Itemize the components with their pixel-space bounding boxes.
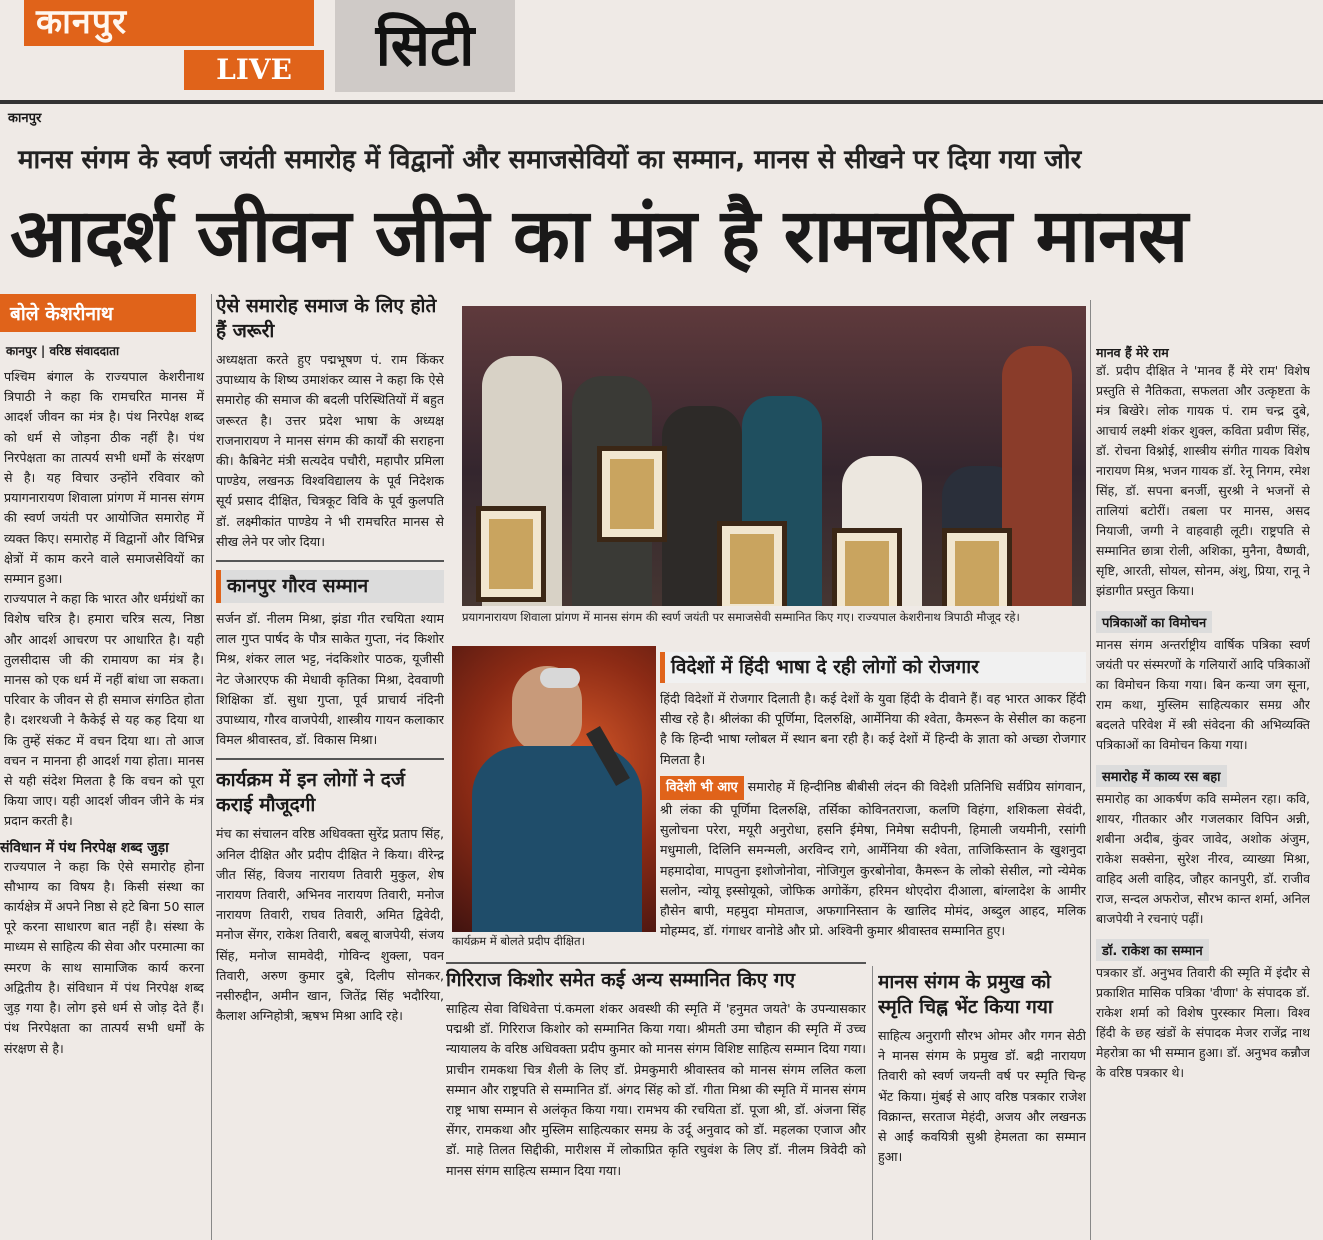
- manas-sangam-story: [878, 970, 1086, 1240]
- box-head-gaurav: कानपुर गौरव सम्मान: [216, 570, 444, 603]
- right-head-manav: मानव हैं मेरे राम: [1096, 345, 1169, 360]
- speaker-photo: [452, 646, 656, 932]
- brand-live: LIVE: [184, 50, 324, 90]
- right-head-patrika: पत्रिकाओं का विमोचन: [1096, 611, 1212, 633]
- photo-caption: प्रयागनारायण शिवाला प्रांगण में मानस संगम की स्वर्ण जयंती पर समाजसेवी सम्मानित किए गए। राज्यपाल केशरीनाथ त्रिपाठी मौजूद रहे।: [462, 610, 1020, 624]
- column-rule: [1090, 300, 1091, 1240]
- box-divider: [216, 758, 444, 760]
- right-body-kavya: समारोह का आकर्षण कवि सम्मेलन रहा। कवि, शायर, गीतकार और गजलकार विपिन अन्नी, शबीना अदीब, कुंवर जावेद, अशोक अंजुम, राकेश सक्सेना, सुरेश नीरव, व्याख्या मिश्रा, वाहिद अली वाहिद, जौहर कानपुरी, डॉ. राजीव राज, सन्दल अफरोज, सौरभ कान्त शर्मा, अनिल बाजपेयी ने रचनाएं पढ़ीं।: [1096, 791, 1310, 926]
- box-divider: [216, 560, 444, 562]
- city-tag: कानपुर: [8, 111, 42, 126]
- column-main-story: [0, 294, 208, 1240]
- giriraj-head: गिरिराज किशोर समेत कई अन्य सम्मानित किए गए: [446, 962, 866, 993]
- headline-kicker: मानस संगम के स्वर्ण जयंती समारोह में विद्वानों और समाजसेवियों का सम्मान, मानस से सीखने पर दिया गया जोर: [18, 145, 1082, 175]
- story-paragraph: पश्चिम बंगाल के राज्यपाल केशरीनाथ त्रिपाठी ने कहा कि रामचरित मानस में आदर्श जीवन का मंत्र है। पंथ निरपेक्ष शब्द को धर्म से जोड़ना ठीक नहीं है। पंथ निरपेक्षता का तात्पर्य सभी धर्मों के संरक्षण से है। यह विचार उन्होंने रविवार को प्रयागनारायण शिवाला प्रांगण में मानस संगम की स्वर्ण जयंती पर आयोजित समारोह में व्यक्त किए। समारोह में विद्वानों और विभिन्न क्षेत्रों में काम करने वाले समाजसेवियों का सम्मान हुआ।: [4, 369, 204, 587]
- abroad-tag: विदेशी भी आए: [660, 776, 744, 800]
- award-frame: [832, 528, 902, 606]
- masthead-divider: [0, 100, 1323, 104]
- column-right: [1096, 338, 1310, 1240]
- award-frame: [942, 528, 1012, 606]
- main-headline: आदर्श जीवन जीने का मंत्र है रामचरित मानस: [10, 193, 1188, 279]
- award-frame: [717, 521, 787, 606]
- byline: कानपुर | वरिष्ठ संवाददाता: [6, 344, 120, 358]
- story-paragraph: राज्यपाल ने कहा कि भारत और धर्मग्रंथों का विशेष चरित्र है। हमारा चरित्र सत्य, निष्ठा और आदर्श आचरण पर आधारित है। यही तुलसीदास जी की रामायण का मंत्र है। मानस को एक धर्म में नहीं बांधा जा सकता। परिवार के जीवन से ही समाज संगठित होता है। दशरथजी ने कैकेई से यह कह दिया था कि तुम्हें संकट में वचन दिया था। तो आज वचन न मानना ही आदर्श गया होता। मानस से यही संदेश मिलता है कि वचन को पूरा किया जाए। यही आदर्श जीवन जीने के मंत्र प्रदान करती है।: [4, 591, 204, 829]
- box-body-samaroh: अध्यक्षता करते हुए पद्मभूषण पं. राम किंकर उपाध्याय के शिष्य उमाशंकर व्यास ने कहा कि ऐसे समारोह की समाज की बदली परिस्थितियों में बहुत जरूरत है। उत्तर प्रदेश भाषा के अध्यक्ष राजनारायण ने मानस संगम की कार्यों की सराहना की। कैबिनेट मंत्री सत्यदेव पचौरी, महापौर प्रमिला पाण्डेय, लखनऊ विश्वविद्यालय के पूर्व निदेशक सूर्य प्रसाद दीक्षित, चित्रकूट विवि के पूर्व कुलपति डॉ. लक्ष्मीकांत पाण्डेय ने भी रामचरित मानस से सीख लेने पर जोर दिया।: [216, 352, 444, 549]
- box-body-gaurav: सर्जन डॉ. नीलम मिश्रा, झंडा गीत रचयिता श्याम लाल गुप्त पार्षद के पौत्र साकेत गुप्ता, नंद किशोर मिश्र, शंकर लाल भट्ट, नंदकिशोर पाठक, यूजीसी नेट जेआरएफ की मेधावी कृतिका मिश्रा, देववाणी शिक्षिका डॉ. सुधा गुप्ता, पूर्व प्राचार्य नंदिनी उपाध्याय, गौरव वाजपेयी, शास्त्रीय गायन कलाकार विमल श्रीवास्तव, डॉ. विकास मिश्रा।: [216, 611, 444, 748]
- story-subhead: संविधान में पंथ निरपेक्ष शब्द जुड़ा: [0, 839, 169, 856]
- right-head-rakesh: डॉ. राकेश का सम्मान: [1096, 939, 1209, 961]
- giriraj-story: [446, 962, 866, 1240]
- award-frame: [476, 506, 546, 602]
- abroad-foreign-guests: [660, 776, 1086, 942]
- box-head-samaroh: ऐसे समारोह समाज के लिए होते हैं जरूरी: [216, 295, 437, 342]
- right-body-manav: डॉ. प्रदीप दीक्षित ने 'मानव हैं मेरे राम' विशेष प्रस्तुति से नैतिकता, सफलता और उत्कृष्टता के मंत्र बिखेरे। लोक गायक पं. राम चन्द्र दुबे, आचार्य लक्ष्मी शंकर शुक्ल, कविता प्रवीण सिंह, डॉ. रोचना विश्नोई, शास्त्रीय संगीत गायक विशेष नारायण मिश्र, भजन गायक डॉ. रेनू निगम, रमेश सिंह, डॉ. सपना बनर्जी, सुरश्री ने भजनों से तालियां बटोरीं। तबला पर मानस, असद नियाजी, जग्गी ने वाहवाही लूटी। राष्ट्रपति से सम्मानित छात्रा रोली, अशिका, मुनैना, वैष्णवी, सृष्टि, आरती, सोयल, सोनम, अंशु, प्रिया, रानू ने झंडागीत प्रस्तुत किया।: [1096, 363, 1310, 598]
- abroad-head: विदेशों में हिंदी भाषा दे रही लोगों को रोजगार: [660, 652, 1086, 683]
- abroad-story: [660, 652, 1086, 942]
- group-award-photo: [462, 306, 1086, 606]
- manas-body: साहित्य अनुरागी सौरभ ओमर और गगन सेठी ने मानस संगम के प्रमुख डॉ. बद्री नारायण तिवारी को स्वर्ण जयन्ती वर्ष पर स्मृति चिन्ह भेंट किया। मुंबई से आए वरिष्ठ पत्रकार राजेश विक्रान्त, सरताज मेहंदी, अजय और लखनऊ से आईं कवयित्री सुश्री हेमलता का सम्मान हुआ।: [878, 1028, 1086, 1165]
- column-sidebar-boxes: [216, 294, 444, 1240]
- section-tag: सिटी: [335, 0, 515, 92]
- abroad-body: हिंदी विदेशों में रोजगार दिलाती है। कई देशों के युवा हिंदी के दीवाने हैं। वह भारत आकर हिंदी सीख रहे है। श्रीलंका की पूर्णिमा, दिलरुक्षि, आर्मेनिया की श्वेता, कैमरून के सेसील का कहना है कि हिन्दी भाषा ग्लोबल में स्थान बना रही है। कई देशों में हिन्दी के ज्ञाता को अच्छा रोजगार मिलता है।: [660, 691, 1086, 767]
- story-paragraph: राज्यपाल ने कहा कि ऐसे समारोह होना सौभाग्य का विषय है। किसी संस्था का कार्यक्षेत्र में अपने निष्ठा से हटे बिना 50 साल पूरे करना साधारण बात नहीं है। संस्था के माध्यम से साहित्य की सेवा और परमात्मा का स्मरण के साथ सामाजिक कार्य करना अद्वितीय है। संविधान में पंथ निरपेक्ष शब्द जुड़ गया है। लोग इसे धर्म से जोड़ देते हैं। पंथ निरपेक्षता का तात्पर्य सभी धर्मों के संरक्षण से है।: [4, 858, 204, 1056]
- manas-head: मानस संगम के प्रमुख को स्मृति चिह्न भेंट किया गया: [878, 971, 1053, 1018]
- box-body-attendees: मंच का संचालन वरिष्ठ अधिवक्ता सुरेंद्र प्रताप सिंह, अनिल दीक्षित और प्रदीप दीक्षित ने किया। वीरेन्द्र जीत सिंह, विजय नारायण तिवारी मुकुल, शेष नारायण तिवारी, अभिनव नारायण तिवारी, मनोज नारायण तिवारी, राघव तिवारी, अमित द्विवेदी, मनोज सेंगर, राकेश तिवारी, बबलू बाजपेयी, संजय सिंह, मनोज सामवेदी, गोविन्द शुक्ला, पवन तिवारी, अरुण कुमार दुबे, दिलीप सोनकर, नसीरुद्दीन, अमीन खान, जितेंद्र सिंह भदौरिया, कैलाश अग्निहोत्री, ऋषभ मिश्रा आदि रहे।: [216, 826, 444, 1024]
- column-rule: [872, 966, 873, 1240]
- giriraj-body: साहित्य सेवा विधिवेत्ता पं.कमला शंकर अवस्थी की स्मृति में 'हनुमत जयते' के उपन्यासकार पद्मश्री डॉ. गिरिराज किशोर को सम्मानित किया गया। श्रीमती उमा चौहान की स्मृति में उच्च न्यायालय के वरिष्ठ अधिवक्ता प्रदीप कुमार को मानस संगम विशिष्ट साहित्य सम्मान दिया गया। प्राचीन रामकथा चित्र शैली के लिए डॉ. प्रेमकुमारी श्रीवास्तव को मानस संगम ललित कला सम्मान और राष्ट्रपति से सम्मानित डॉ. अंगद सिंह को डॉ. गीता मिश्रा की स्मृति में मानस संगम राष्ट्र भाषा सम्मान से अलंकृत किया गया। रामभय की रचयिता डॉ. पूजा श्री, डॉ. अंजना सिंह सेंगर, रामकथा और मुस्लिम साहित्यकार समग्र के उर्दू अनुवाद को डॉ. महलका एजाज और डॉ. माहे तिलत सिद्दीकी, मारीशस में लोकाप्रित कृति रघुवंश के लिए डॉ. नीलम त्रिवेदी को मानस संगम साहित्य सम्मान दिया गया।: [446, 1001, 866, 1178]
- speaker-caption: कार्यक्रम में बोलते प्रदीप दीक्षित।: [452, 934, 585, 948]
- brand-name: कानपुर: [24, 0, 314, 46]
- box-head-attendees: कार्यक्रम में इन लोगों ने दर्ज कराई मौजूदगी: [216, 769, 405, 817]
- column-rule: [211, 294, 212, 1240]
- abroad-guests-list: समारोह में हिन्दीनिष्ठ बीबीसी लंदन की विदेशी प्रतिनिधि सर्वप्रिय सांगवान, श्री लंका की पूर्णिमा दिलरुक्षि, तर्सिका कोविनतराजा, कलणि विहंगा, शशिकला सेवंदी, सुलोचना परेरा, मयूरी अनुरोधा, हसनि ईमेषा, निमेषा सदीपनी, हिमाली जयमीनी, रसांगी मधुमाली, दिलिनि समन्मली, अरविन्द रागे, आर्मेनिया की श्वेता, ताजिकिस्तान के खुशनुदा महमादोवा, मापतुना इशोजोनोवा, नोजिगुल कुरबोनोवा, कैमरून के लोको सेसील, न्गो न्येमेक सलोन, न्योयू इस्सोयूको, जोफिक अगोकेंग, हरिमन थोएदोरा दीआला, बांग्लादेश के आमीर हौसेन बापी, महमुदा मोमताज, अफगानिस्तान के खालिद मोमंद, अब्दुल आहद, मलिक मोहम्मद, डॉ. गंगाधर वानोडे और प्रो. अश्विनी कुमार श्रीवास्तव सम्मानित हुए।: [660, 778, 1086, 939]
- masthead-brand: [24, 0, 314, 100]
- story-tag: बोले केशरीनाथ: [0, 294, 196, 332]
- right-head-kavya: समारोह में काव्य रस बहा: [1096, 765, 1227, 787]
- right-body-patrika: मानस संगम अन्तर्राष्ट्रीय वार्षिक पत्रिका स्वर्ण जयंती पर संस्मरणों के गलियारों आदि पत्रिकाओं का विमोचन किया गया। बिन कन्या जग सूना, राम कथा, मुस्लिम साहित्यकार समग्र और बदलते परिवेश में स्त्री संवेदना की अभिव्यक्ति पत्रिकाओं का विमोचन किया गया।: [1096, 637, 1310, 752]
- right-body-rakesh: पत्रकार डॉ. अनुभव तिवारी की स्मृति में इंदौर से प्रकाशित मासिक पत्रिका 'वीणा' के संपादक डॉ. राकेश शर्मा को विशेष पुरस्कार मिला। विश्व हिंदी के छह खंडों के संपादक मेजर राजेंद्र नाथ मेहरोत्रा का भी सम्मान हुआ। डॉ. अनुभव कन्नौज के वरिष्ठ पत्रकार थे।: [1096, 965, 1310, 1080]
- award-frame: [597, 446, 667, 542]
